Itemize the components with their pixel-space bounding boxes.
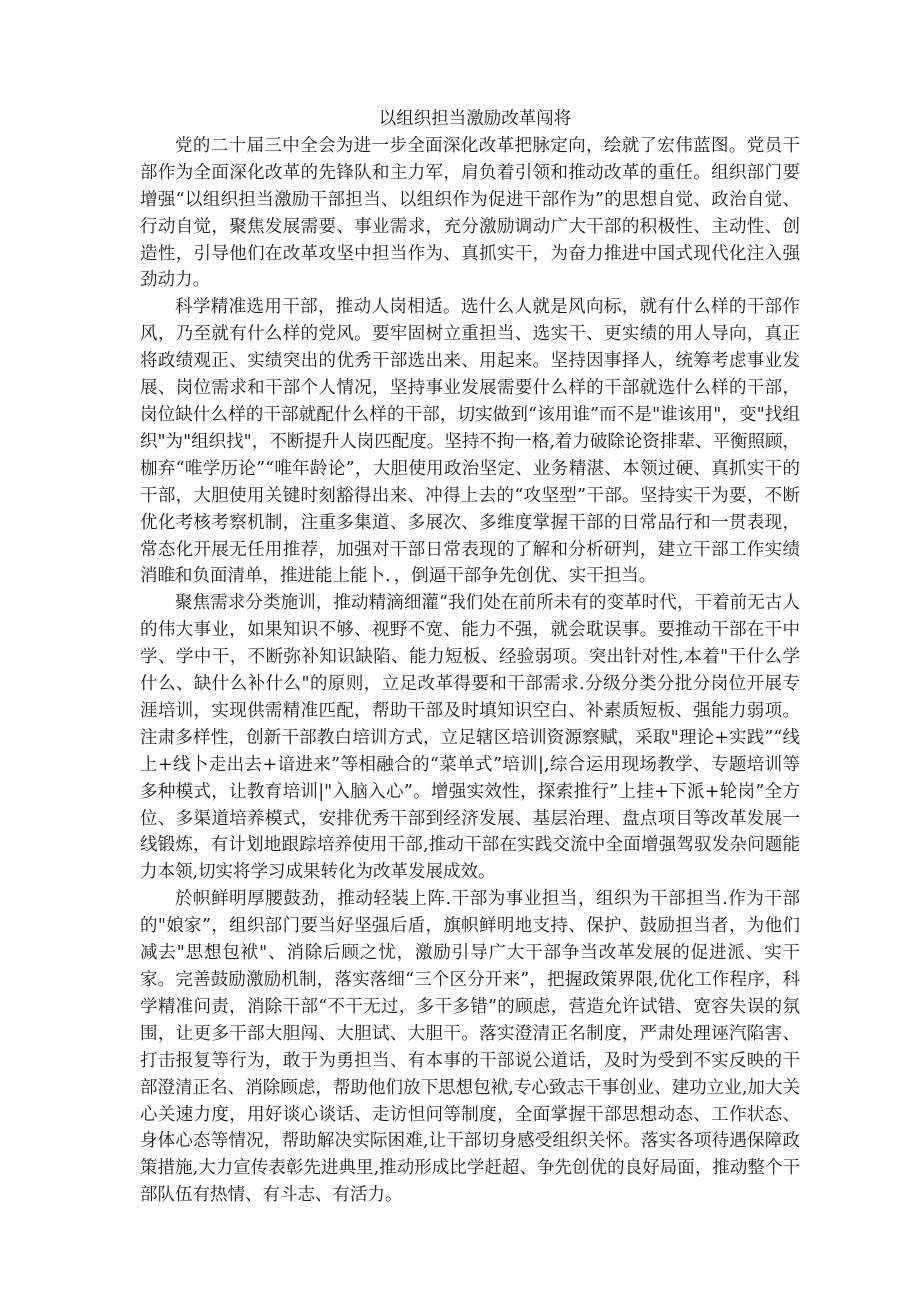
document-title: 以组织担当激励改革闯将 (378, 109, 572, 129)
article-body (140, 106, 800, 1209)
paragraph-training: 聚焦需求分类施训，推动精滴细灌“我们处在前所未有的变革时代，干着前无古人的伟大事业，如果知识不够、视野不宽、能力不强，就会耽误事。要推动干部在干中学、学中干，不断弥补知识缺陷、能力短板、经验弱项。突出针对性,本着"干什么学什么、缺什么补什么"的原则，立足改革得要和干部需求.分级分类分批分岗位开展专涯培训，实现供需精准匹配，帮助干部及时填知识空白、补素质短板、强能力弱项。注肃多样性，创新干部教白培训方式，立足辖区培训资源察赋，采取"理论+实践”“线上+线卜走出去+谙进来”等相融合的“菜单式”培训|,综合运用现场教学、专题培训等多种模式，让教育培训|"入脑入心”。增强实效性，探索推行”上挂+下派+轮岗”全方位、多渠道培养模式，安排优秀干部到经济发展、基层治理、盘点项目等改革发展一线锻炼，有计划地跟踪培养使用干部,推动干部在实践交流中全面增强驾驭发杂问题能力本领,切实将学习成果转化为改革发展成效。 (140, 593, 800, 883)
paragraph-intro: 党的二十届三中全会为进一步全面深化改革把脉定向，绘就了宏伟蓝图。党员干部作为全面深化改革的先锋队和主力军，肩负着引领和推动改革的重任。组织部门要增强“以组织担当激励干部担当、以组织作为促进干部作为”的思想自觉、政治自觉、行动自觉，聚焦发展需要、事业需求，充分激励调动广大干部的积极性、主动性、创造性，引导他们在改革攻坚中担当作为、真抓实干，为奋力推进中国式现代化注入强劲动力。 (140, 135, 800, 291)
paragraph-selection: 科学精准选用干部，推动人岗相适。选什么人就是风向标，就有什么样的干部作风，乃至就有什么样的党风。要牢固树立重担当、选实干、更实绩的用人导向，真正将政绩观正、实绩突出的优秀干部选出来、用起来。坚持因事择人，统筹考虑事业发展、岗位需求和干部个人情况，坚持事业发展需要什么样的干部就选什么样的干部，岗位缺什么样的干部就配什么样的干部，切实做到“该用谁”而不是"谁该用"，变"找组织"为"组织找"，不断提升人岗匹配度。坚持不拘一格,着力破除论资排辈、平衡照顾，枷弃“唯学历论”“唯年龄论”，大胆使用政治坚定、业务精湛、本领过硬、真抓实干的干部，大胆使用关键时刻豁得出来、冲得上去的“攻坚型”干部。坚持实干为要，不断优化考核考察机制，注重多集道、多展次、多维度掌握干部的日常品行和一贯表现，常态化开展无任用推荐，加强对干部日常表现的了解和分析研判，建立干部工作实绩消睢和负面清单，推进能上能卜．，倒逼干部争先创优、实干担当。 (140, 297, 800, 587)
paragraph-encouragement: 於帜鲜明厚腰鼓劲，推动轻装上阵.干部为事业担当，组织为干部担当.作为干部的"娘家”，组织部门要当好坚强后盾，旗帜鲜明地支持、保护、鼓励担当者，为他们减去"思想包袱"、消除后顾之忧，激励引导广大干部争当改革发展的促进派、实干家。完善鼓励激励机制，落实落细“三个区分开来”，把握政策界限,优化工作程序，科学精准问责，消除干部“不干无过，多干多错”的顾虑，营造允许试错、宽容失误的氛围，让更多干部大胆闯、大胆试、大胆干。落实澄清正名制度，严肃处理诬汽陷害、打击报复等行为，敢于为勇担当、有本事的干部说公道话，及时为受到不实反映的干部澄清正名、消除顾虑，帮助他们放下思想包袱,专心致志干事创业、建功立业,加大关心关速力度，用好谈心谈话、走访怛问等制度，全面掌握干部思想动态、工作状态、身体心态等情况，帮助解决实际困难,让干部切身感受组织关怀。落实各项待遇保障政策措施,大力宣传表彰先进典里,推动形成比学赶超、争先创优的良好局面，推动整个干部队伍有热情、有斗志、有活力。 (140, 889, 800, 1206)
